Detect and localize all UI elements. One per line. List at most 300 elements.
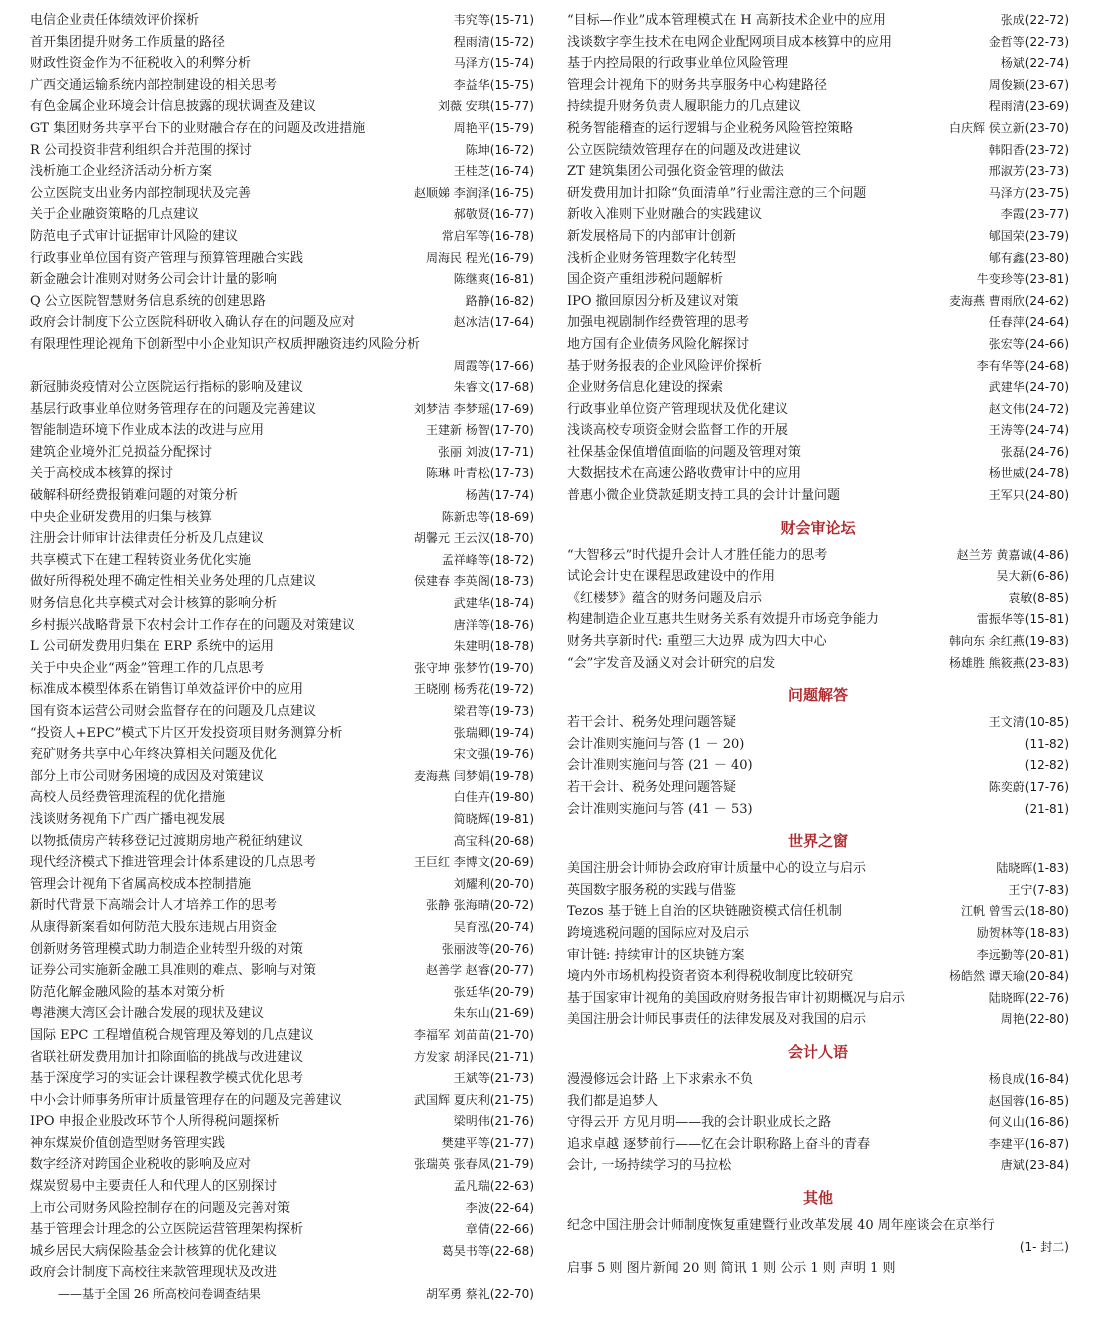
entry-title: 浅析企业财务管理数字化转型 (567, 250, 737, 266)
entry-title: 社保基金保值增值面临的问题及管理对策 (567, 444, 802, 460)
index-entry (30, 75, 534, 97)
entry-title: 美国注册会计师民事责任的法律发展及对我国的启示 (567, 1012, 867, 1028)
entry-author-ref: 牛变珍等(23-81) (976, 272, 1069, 287)
entry-title: 基层行政事业单位财务管理存在的问题及完善建议 (30, 401, 317, 417)
section-groups (567, 517, 1069, 1177)
entry-title: 关于高校成本核算的探讨 (30, 466, 174, 482)
entry-author-ref: 张守坤 张梦竹(19-70) (413, 660, 534, 675)
entry-author-ref: 王桂芝(16-74) (453, 164, 534, 179)
index-entry (567, 161, 1069, 183)
entry-author-ref: 赵顺娣 李润泽(16-75) (413, 185, 534, 200)
index-entry (30, 463, 534, 485)
entry-author-ref: 李益华(15-75) (453, 77, 534, 92)
entry-title: 新收入准则下业财融合的实践建议 (567, 207, 763, 223)
index-entry (567, 32, 1069, 54)
entry-author-ref: 武建华(18-74) (453, 596, 534, 611)
entry-title: 试论会计史在课程思政建设中的作用 (567, 569, 776, 585)
index-entry (567, 183, 1069, 205)
entry-author-ref: 唐洋等(18-76) (453, 617, 534, 632)
entry-title: 大数据技术在高速公路收费审计中的应用 (567, 466, 802, 482)
entry-title: 中央企业研发费用的归集与核算 (30, 509, 213, 525)
index-entry (567, 901, 1069, 923)
entry-author-ref: 李霞(23-77) (1000, 207, 1069, 222)
index-entry (30, 183, 534, 205)
entry-author-ref: 李有华等(24-68) (976, 358, 1069, 373)
entry-title: 兖矿财务共享中心年终决算相关问题及优化 (30, 747, 278, 763)
entry-author-ref: 章倩(22-66) (465, 1222, 534, 1237)
index-entry (30, 571, 534, 593)
index-entry (567, 140, 1069, 162)
entry-author-ref: 王军只(24-80) (988, 488, 1069, 503)
entry-title: 基于深度学习的实证会计课程教学模式优化思考 (30, 1071, 304, 1087)
index-entry (30, 831, 534, 853)
entry-author-ref: 葛昊书等(22-68) (441, 1243, 534, 1258)
entry-title: 新时代背景下高端会计人才培养工作的思考 (30, 898, 278, 914)
entry-author-ref: 胡军勇 蔡礼(22-70) (425, 1287, 534, 1302)
index-entry (30, 420, 534, 442)
index-entry (30, 1154, 534, 1176)
entry-author-ref: 武国辉 夏庆利(21-75) (413, 1092, 534, 1107)
entry-author-ref: 郇国荣(23-79) (988, 228, 1069, 243)
index-entry (567, 269, 1069, 291)
index-entry (30, 442, 534, 464)
section-title: 问题解答 (787, 686, 848, 705)
entry-title: 做好所得税处理不确定性相关业务处理的几点建议 (30, 574, 317, 590)
entry-author-ref: 杨雄胜 熊筱燕(23-83) (948, 655, 1069, 670)
entry-author-ref: 程雨清(15-72) (453, 34, 534, 49)
entry-title: ——基于全国 26 所高校问卷调查结果 (58, 1287, 261, 1302)
index-entry (567, 53, 1069, 75)
entry-author-ref: 高宝科(20-68) (453, 833, 534, 848)
index-entry (567, 356, 1069, 378)
entry-title: 若干会计、税务处理问题答疑 (567, 780, 737, 795)
index-entry (30, 766, 534, 788)
entry-title: 税务智能稽查的运行逻辑与企业税务风险管控策略 (567, 120, 854, 136)
entry-author-ref: 陈新忠等(18-69) (441, 509, 534, 524)
entry-author-ref: 张成(22-72) (1000, 13, 1069, 27)
entry-author-ref: 朱睿文(17-68) (453, 380, 534, 395)
entry-author-ref: 杨茜(17-74) (465, 488, 534, 503)
entry-title: 浅谈财务视角下广西广播电视发展 (30, 811, 226, 827)
entry-author-ref: 李福军 刘苗苗(21-70) (413, 1027, 534, 1042)
index-entry (567, 777, 1069, 799)
index-entry (567, 226, 1069, 248)
entry-author-ref: 樊建平等(21-77) (441, 1135, 534, 1150)
entry-author-ref: 韩阳香(23-72) (988, 142, 1069, 157)
entry-title: 美国注册会计师协会政府审计质量中心的设立与启示 (567, 861, 867, 877)
entry-author-ref: 马泽方(23-75) (988, 185, 1069, 200)
entry-author-ref: 励贺林等(18-83) (976, 925, 1069, 940)
entry-title: Q 公立医院智慧财务信息系统的创建思路 (30, 293, 266, 309)
entry-title: 英国数字服务税的实践与借鉴 (567, 882, 737, 898)
entry-author-ref: 杨世威(24-78) (988, 466, 1069, 481)
entry-title: 我们都是追梦人 (567, 1093, 659, 1109)
entry-title: 省联社研发费用加计扣除面临的挑战与改进建议 (30, 1049, 304, 1065)
entry-author-ref: 雷振华等(15-81) (976, 612, 1069, 627)
entry-title: 新金融会计准则对财务公司会计计量的影响 (30, 272, 278, 288)
entry-author-ref: 梁明伟(21-76) (453, 1114, 534, 1129)
index-entry (30, 874, 534, 896)
entry-author-ref: 陆晓晖(1-83) (996, 861, 1069, 876)
entry-author-ref: 赵善学 赵睿(20-77) (425, 963, 534, 978)
index-entry (567, 1134, 1069, 1156)
entry-author-ref: 吴大新(6-86) (996, 569, 1069, 584)
entry-title: 境内外市场机构投资者资本利得税收制度比较研究 (567, 969, 854, 985)
index-entry (567, 96, 1069, 118)
index-entry (30, 485, 534, 507)
entry-author-ref: 周俊颖(23-67) (988, 77, 1069, 92)
index-entry (30, 744, 534, 766)
index-entry (30, 658, 534, 680)
entry-title: 新冠肺炎疫情对公立医院运行指标的影响及建议 (30, 380, 304, 396)
index-entry (567, 799, 1069, 821)
index-entry (30, 334, 534, 356)
index-entry (30, 96, 534, 118)
index-entry (30, 269, 534, 291)
index-entry (567, 75, 1069, 97)
entry-title: 会计准则实施问与答 (21 － 40) (567, 758, 753, 774)
entry-author-ref: 王宁(7-83) (1008, 882, 1069, 897)
index-entry (30, 53, 534, 75)
entry-title: 部分上市公司财务困境的成因及对策建议 (30, 768, 265, 784)
entry-title: 漫漫修远会计路 上下求索永不负 (567, 1071, 754, 1087)
entry-author-ref: 程雨清(23-69) (988, 99, 1069, 114)
index-entry (30, 939, 534, 961)
entry-author-ref: 路静(16-82) (465, 293, 534, 308)
index-entry (567, 312, 1069, 334)
entry-author-ref: 王建新 杨智(17-70) (425, 423, 534, 438)
entry-title: 现代经济模式下推进管理会计体系建设的几点思考 (30, 855, 317, 871)
index-entry (30, 1262, 534, 1284)
index-entry (567, 399, 1069, 421)
entry-title: 关于企业融资策略的几点建议 (30, 207, 200, 223)
index-entry (567, 442, 1069, 464)
entry-author-ref: 张磊(24-76) (1000, 444, 1069, 459)
index-entry (30, 32, 534, 54)
entry-title: 会计, 一场持续学习的马拉松 (567, 1158, 732, 1174)
index-entry (567, 988, 1069, 1010)
other-line-1-ref-row (567, 1237, 1069, 1259)
entry-title: 以物抵债房产转移登记过渡期房地产税征纳建议 (30, 833, 304, 849)
entry-title: 行政事业单位国有资产管理与预算管理融合实践 (30, 250, 304, 266)
entry-author-ref: 郝敬贤(16-77) (453, 207, 534, 222)
entry-title: “投资人+EPC”模式下片区开发投资项目财务测算分析 (30, 725, 343, 741)
entry-author-ref: 赵兰芳 黄嘉诚(4-86) (956, 547, 1069, 562)
index-entry (567, 291, 1069, 313)
index-entry (567, 1009, 1069, 1031)
index-entry (30, 852, 534, 874)
index-entry (30, 1241, 534, 1263)
section-title: 其他 (802, 1188, 833, 1207)
index-entry (30, 377, 534, 399)
index-entry (567, 204, 1069, 226)
index-entry (567, 631, 1069, 653)
entry-author-ref: 梁君等(19-73) (453, 704, 534, 718)
entry-title: 新发展格局下的内部审计创新 (567, 228, 737, 244)
index-entry (567, 712, 1069, 734)
entry-author-ref: (11-82) (1024, 736, 1069, 751)
entry-title: “大智移云”时代提升会计人才胜任能力的思考 (567, 547, 828, 563)
entry-title: L 公司研发费用归集在 ERP 系统中的运用 (30, 639, 275, 655)
left-column (30, 10, 534, 1306)
section-title: 世界之窗 (787, 832, 848, 851)
entry-title: 基于财务报表的企业风险评价探析 (567, 358, 763, 374)
section-block (567, 517, 1069, 675)
index-entry (567, 377, 1069, 399)
index-entry (567, 566, 1069, 588)
entry-title: 防范电子式审计证据审计风险的建议 (30, 228, 239, 244)
entry-author-ref: 白佳卉(19-80) (453, 790, 534, 805)
index-entry (30, 1176, 534, 1198)
index-entry (30, 291, 534, 313)
index-entry (30, 10, 534, 32)
entry-author-ref: 朱东山(21-69) (453, 1006, 534, 1021)
entry-title: 煤炭贸易中主要责任人和代理人的区别探讨 (30, 1179, 278, 1195)
entry-author-ref: 任春萍(24-64) (988, 315, 1069, 330)
index-entry (567, 334, 1069, 356)
entry-title: 跨境逃税问题的国际应对及启示 (567, 925, 750, 941)
index-entry (30, 1111, 534, 1133)
entry-author-ref: 周艳平(15-79) (453, 120, 534, 135)
index-entry (30, 982, 534, 1004)
entry-title: 电信企业责任体绩效评价探析 (30, 13, 200, 28)
index-entry (30, 636, 534, 658)
entry-title: 广西交通运输系统内部控制建设的相关思考 (30, 77, 278, 93)
index-entry (567, 10, 1069, 32)
entry-author-ref: 周海民 程光(16-79) (425, 250, 534, 265)
index-entry (30, 1133, 534, 1155)
index-entry (30, 204, 534, 226)
entry-author-ref: 赵文伟(24-72) (988, 401, 1069, 416)
index-entry (567, 1155, 1069, 1177)
entry-title: GT 集团财务共享平台下的业财融合存在的问题及改进措施 (30, 120, 366, 136)
entry-author-ref: 唐斌(23-84) (1000, 1158, 1069, 1173)
index-entry (567, 485, 1069, 507)
entry-title: 管理会计视角下的财务共享服务中心构建路径 (567, 77, 828, 93)
entry-title: 会计准则实施问与答 (1 － 20) (567, 736, 745, 752)
entry-author-ref: 朱建明(18-78) (453, 639, 534, 654)
entry-title: 追求卓越 逐梦前行——忆在会计职称路上奋斗的青春 (567, 1136, 871, 1152)
index-entry (30, 507, 534, 529)
entry-author-ref: 袁敏(8-85) (1008, 590, 1069, 605)
index-entry (30, 118, 534, 140)
entry-author-ref: 简晓辉(19-81) (453, 811, 534, 826)
entry-title: 构建制造企业互惠共生财务关系有效提升市场竞争能力 (567, 612, 880, 628)
entry-title: 守得云开 方见月明——我的会计职业成长之路 (567, 1115, 832, 1131)
entry-title: 共享模式下在建工程转资业务优化实施 (30, 552, 252, 568)
index-entry (30, 787, 534, 809)
entry-author-ref: 王文清(10-85) (988, 715, 1069, 730)
index-entry (30, 312, 534, 334)
entry-title: 国有资本运营公司财会监督存在的问题及几点建议 (30, 704, 317, 719)
entry-title: 有色金属企业环境会计信息披露的现状调查及建议 (30, 99, 317, 115)
entry-author-ref: 胡馨元 王云汉(18-70) (413, 531, 534, 546)
index-entry (567, 1069, 1069, 1091)
entry-title: 破解科研经费报销难问题的对策分析 (30, 488, 239, 504)
index-entry (30, 917, 534, 939)
section-other (567, 1187, 1069, 1280)
entry-title: 基于内控局限的行政事业单位风险管理 (567, 56, 789, 72)
entry-author-ref: 白庆辉 侯立新(23-70) (948, 120, 1069, 135)
entry-title: 浅谈高校专项资金财会监督工作的开展 (567, 423, 789, 439)
entry-title: 若干会计、税务处理问题答疑 (567, 715, 737, 731)
entry-author-ref: 郇有鑫(23-80) (988, 250, 1069, 265)
entry-title: 从康得新案看如何防范大股东违规占用资金 (30, 919, 278, 935)
entry-title: 国企资产重组涉税问题解析 (567, 272, 724, 288)
entry-author-ref: 王涛等(24-74) (988, 423, 1069, 438)
entry-title: 浅析施工企业经济活动分析方案 (30, 164, 213, 180)
index-entry (30, 550, 534, 572)
entry-author-ref: 杨皓然 谭天瑜(20-84) (948, 969, 1069, 984)
section-block (567, 830, 1069, 1031)
entry-author-ref: 韦究等(15-71) (453, 13, 534, 27)
entry-author-ref: 赵冰洁(17-64) (453, 315, 534, 330)
entry-author-ref: 李波(22-64) (465, 1200, 534, 1215)
entry-author-ref: 周霞等(17-66) (453, 358, 534, 373)
entry-author-ref: 吴育泓(20-74) (453, 919, 534, 934)
entry-title: 财务共享新时代: 重塑三大边界 成为四大中心 (567, 634, 827, 650)
entry-author-ref: 江帆 曾雪云(18-80) (960, 904, 1069, 919)
entry-title: 浅谈数字孪生技术在电网企业配网项目成本核算中的应用 (567, 34, 893, 50)
entry-author-ref: 刘薇 安琪(15-77) (437, 99, 534, 114)
entry-title: 普惠小微企业贷款延期支持工具的会计计量问题 (567, 488, 841, 504)
entry-author-ref: 刘耀利(20-70) (453, 876, 534, 891)
entry-author-ref: 赵国蓉(16-85) (988, 1093, 1069, 1108)
index-entry (30, 1219, 534, 1241)
entry-author-ref: 常启军等(16-78) (441, 228, 534, 243)
entry-title: 《红楼梦》蕴含的财务问题及启示 (567, 590, 763, 606)
entry-author-ref: 杨良成(16-84) (988, 1071, 1069, 1086)
entry-title: 财政性资金作为不征税收入的利弊分析 (30, 56, 252, 72)
entry-title: 中小会计师事务所审计质量管理存在的问题及完善建议 (30, 1092, 343, 1108)
entry-title: 研发费用加计扣除“负面清单”行业需注意的三个问题 (567, 185, 867, 201)
entry-author-ref: (21-81) (1024, 801, 1069, 816)
index-entry (30, 161, 534, 183)
entry-author-ref: 王斌等(21-73) (453, 1071, 534, 1086)
index-entry (567, 923, 1069, 945)
entry-title: 数字经济对跨国企业税收的影响及应对 (30, 1157, 252, 1173)
index-entry (30, 895, 534, 917)
entry-author-ref: 王巨红 李博文(20-69) (413, 855, 534, 870)
entry-author-ref: 李建平(16-87) (988, 1136, 1069, 1151)
entry-title: 上市公司财务风险控制存在的问题及完善对策 (30, 1200, 291, 1216)
index-entry (30, 399, 534, 421)
entry-title: 地方国有企业债务风险化解探讨 (567, 336, 750, 352)
index-entry (30, 809, 534, 831)
index-entry (567, 420, 1069, 442)
entry-title: R 公司投资非营利组织合并范围的探讨 (30, 142, 252, 158)
entry-title: 政府会计制度下高校往来款管理现状及改进 (30, 1265, 278, 1281)
entry-author-ref: 张瑞英 张春凤(21-79) (413, 1157, 534, 1172)
index-entry (30, 1025, 534, 1047)
entry-title: IPO 申报企业股改环节个人所得税问题探析 (30, 1114, 280, 1130)
index-entry (567, 248, 1069, 270)
index-entry (567, 858, 1069, 880)
entry-author-ref: 陈奕蔚(17-76) (988, 780, 1069, 794)
entry-author-ref: 韩向东 余红燕(19-83) (948, 634, 1069, 649)
index-entry (30, 615, 534, 637)
index-entry (30, 1003, 534, 1025)
entry-title: 会计准则实施问与答 (41 － 53) (567, 801, 753, 817)
index-entry (567, 966, 1069, 988)
entry-title: Tezos 基于链上自治的区块链融资模式信任机制 (567, 904, 842, 920)
index-entry (30, 528, 534, 550)
entry-author-ref: 陈琳 叶青松(17-73) (425, 466, 534, 481)
entry-title: “会”字发音及涵义对会计研究的启发 (567, 655, 776, 671)
entry-title: 建筑企业境外汇兑损益分配探讨 (30, 444, 213, 460)
index-entry (30, 1198, 534, 1220)
entry-title: 持续提升财务负责人履职能力的几点建议 (567, 99, 802, 115)
entry-author-ref: 宋文强(19-76) (453, 747, 534, 762)
entry-title: 神东煤炭价值创造型财务管理实践 (30, 1135, 226, 1151)
entry-author-ref: 孟凡瑞(22-63) (453, 1179, 534, 1194)
entry-title: 审计链: 持续审计的区块链方案 (567, 947, 745, 963)
other-line-1: 纪念中国注册会计师制度恢复重建暨行业改革发展 40 周年座谈会在京举行 (567, 1217, 995, 1233)
entry-author-ref: 邢淑芳(23-73) (988, 164, 1069, 179)
index-entry (30, 701, 534, 723)
index-entry (567, 609, 1069, 631)
entry-author-ref: 张静 张海晴(20-72) (425, 898, 534, 913)
index-entry (30, 140, 534, 162)
entry-title: 乡村振兴战略背景下农村会计工作存在的问题及对策建议 (30, 617, 356, 633)
entry-author-ref: (12-82) (1024, 758, 1069, 773)
index-entry (30, 226, 534, 248)
entry-author-ref: 孟祥峰等(18-72) (441, 552, 534, 567)
entry-title: 注册会计师审计法律责任分析及几点建议 (30, 531, 265, 547)
entry-title: 首开集团提升财务工作质量的路径 (30, 34, 226, 50)
entry-title: IPO 撤回原因分析及建议对策 (567, 293, 739, 309)
entry-title: 城乡居民大病保险基金会计核算的优化建议 (30, 1243, 278, 1259)
index-entry (30, 1068, 534, 1090)
index-entry (567, 734, 1069, 756)
entry-author-ref: 周艳(22-80) (1000, 1012, 1069, 1027)
entry-title: 关于中央企业“两金”管理工作的几点思考 (30, 660, 265, 676)
right-column (567, 10, 1069, 1280)
entry-author-ref: 陈坤(16-72) (465, 142, 534, 157)
entry-title: 政府会计制度下公立医院科研收入确认存在的问题及应对 (30, 315, 356, 331)
entry-title: 国际 EPC 工程增值税合规管理及筹划的几点建议 (30, 1027, 314, 1043)
index-entry (30, 723, 534, 745)
entry-title: 基于国家审计视角的美国政府财务报告审计初期概况与启示 (567, 990, 906, 1006)
index-entry (30, 1047, 534, 1069)
entry-author-ref: 李远勤等(20-81) (976, 947, 1069, 962)
right-article-list (567, 10, 1069, 507)
entry-title: 智能制造环境下作业成本法的改进与应用 (30, 423, 265, 439)
entry-author-ref: 陈继爽(16-81) (453, 272, 534, 287)
index-entry (30, 1284, 534, 1306)
other-line-1-ref: (1- 封二) (1019, 1239, 1069, 1254)
entry-title: 粤港澳大湾区会计融合发展的现状及建议 (30, 1006, 265, 1022)
entry-author-ref: 金哲等(22-73) (988, 34, 1069, 49)
index-entry (30, 960, 534, 982)
entry-title: 财务信息化共享模式对会计核算的影响分析 (30, 596, 278, 612)
index-entry (567, 945, 1069, 967)
entry-title: “目标—作业”成本管理模式在 H 高新技术企业中的应用 (567, 13, 886, 28)
index-entry (567, 588, 1069, 610)
entry-title: 标准成本模型体系在销售订单效益评价中的应用 (30, 682, 304, 698)
index-entry (567, 653, 1069, 675)
index-entry (567, 1112, 1069, 1134)
index-entry (567, 118, 1069, 140)
entry-title: ZT 建筑集团公司强化资金管理的做法 (567, 164, 784, 180)
index-entry (30, 356, 534, 378)
entry-author-ref: 方发家 胡泽民(21-71) (413, 1049, 534, 1064)
section-title: 会计人语 (787, 1042, 848, 1061)
entry-author-ref: 麦海燕 曹雨欣(24-62) (948, 293, 1069, 308)
index-entry (30, 248, 534, 270)
entry-title: 行政事业单位资产管理现状及优化建议 (567, 401, 789, 417)
other-line-2: 启事 5 则 图片新闻 20 则 简讯 1 则 公示 1 则 声明 1 则 (567, 1261, 896, 1277)
